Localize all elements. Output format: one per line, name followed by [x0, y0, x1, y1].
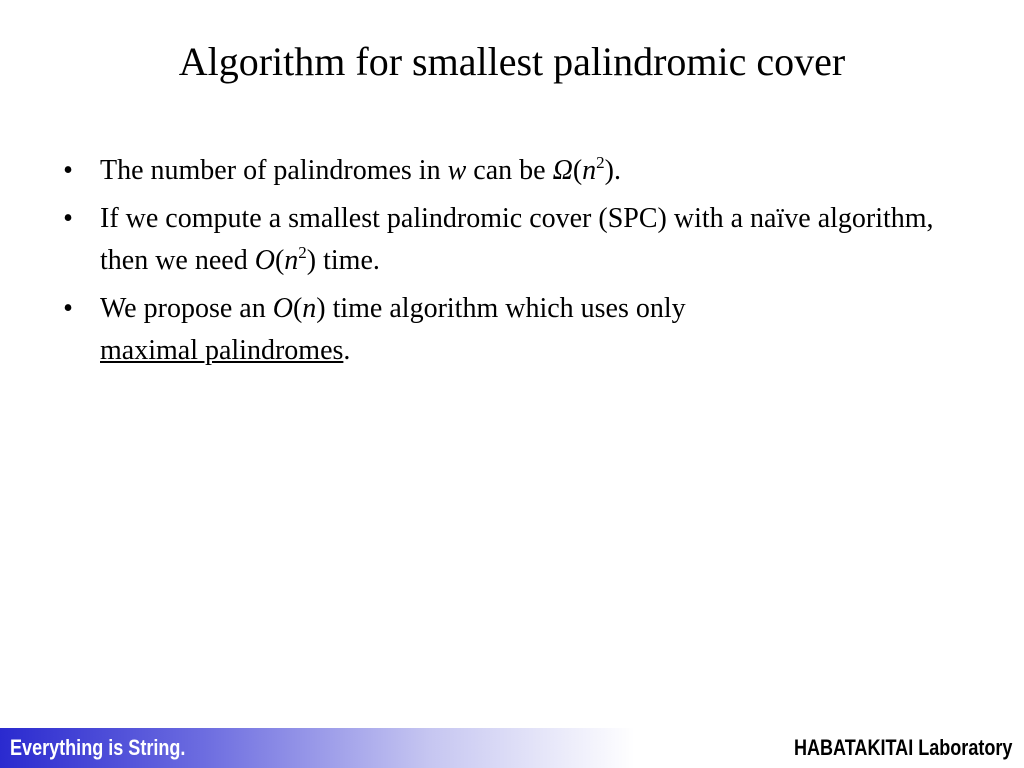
bullet-3-paren: (: [292, 293, 303, 324]
footer-bar: [0, 728, 1024, 768]
bullet-1-var-w: w: [447, 155, 467, 186]
bullet-2-big-o: O: [254, 245, 275, 276]
bullet-1-exponent: 2: [596, 152, 605, 172]
bullet-2-text-a: If we compute a smallest palindromic cover (SPC) with a naïve algorithm, then we need: [100, 203, 934, 276]
bullet-icon: •: [63, 203, 73, 234]
footer-slogan: Everything is String.: [10, 735, 186, 760]
bullet-3-text-b: ) time algorithm which uses only: [316, 293, 686, 324]
bullet-3-big-o: O: [272, 293, 293, 324]
bullet-list: [58, 150, 988, 378]
bullet-1-text-c: ).: [604, 155, 621, 186]
bullet-icon: •: [63, 155, 73, 186]
bullet-icon: •: [63, 293, 73, 324]
bullet-1-text-b: can be: [466, 155, 553, 186]
bullet-2-paren: (: [274, 245, 285, 276]
bullet-item-2: [58, 198, 988, 282]
bullet-item-3: [58, 288, 988, 372]
bullet-3-underlined-term: maximal palindromes: [100, 335, 344, 366]
bullet-3-text-a: We propose an: [100, 293, 273, 324]
bullet-2-var-n: n: [284, 245, 299, 276]
footer-lab-name: HABATAKITAI Laboratory: [793, 735, 1012, 760]
slide-title: Algorithm for smallest palindromic cover: [178, 39, 846, 84]
bullet-1-text-a: The number of palindromes in: [100, 155, 448, 186]
bullet-1-omega: Ω: [552, 155, 573, 186]
bullet-2-exponent: 2: [298, 242, 307, 262]
bullet-3-text-c: .: [343, 335, 351, 366]
bullet-1-var-n: n: [582, 155, 597, 186]
bullet-item-1: [58, 150, 988, 192]
bullet-3-var-n: n: [302, 293, 317, 324]
bullet-2-text-b: ) time.: [306, 245, 380, 276]
bullet-1-paren: (: [572, 155, 583, 186]
